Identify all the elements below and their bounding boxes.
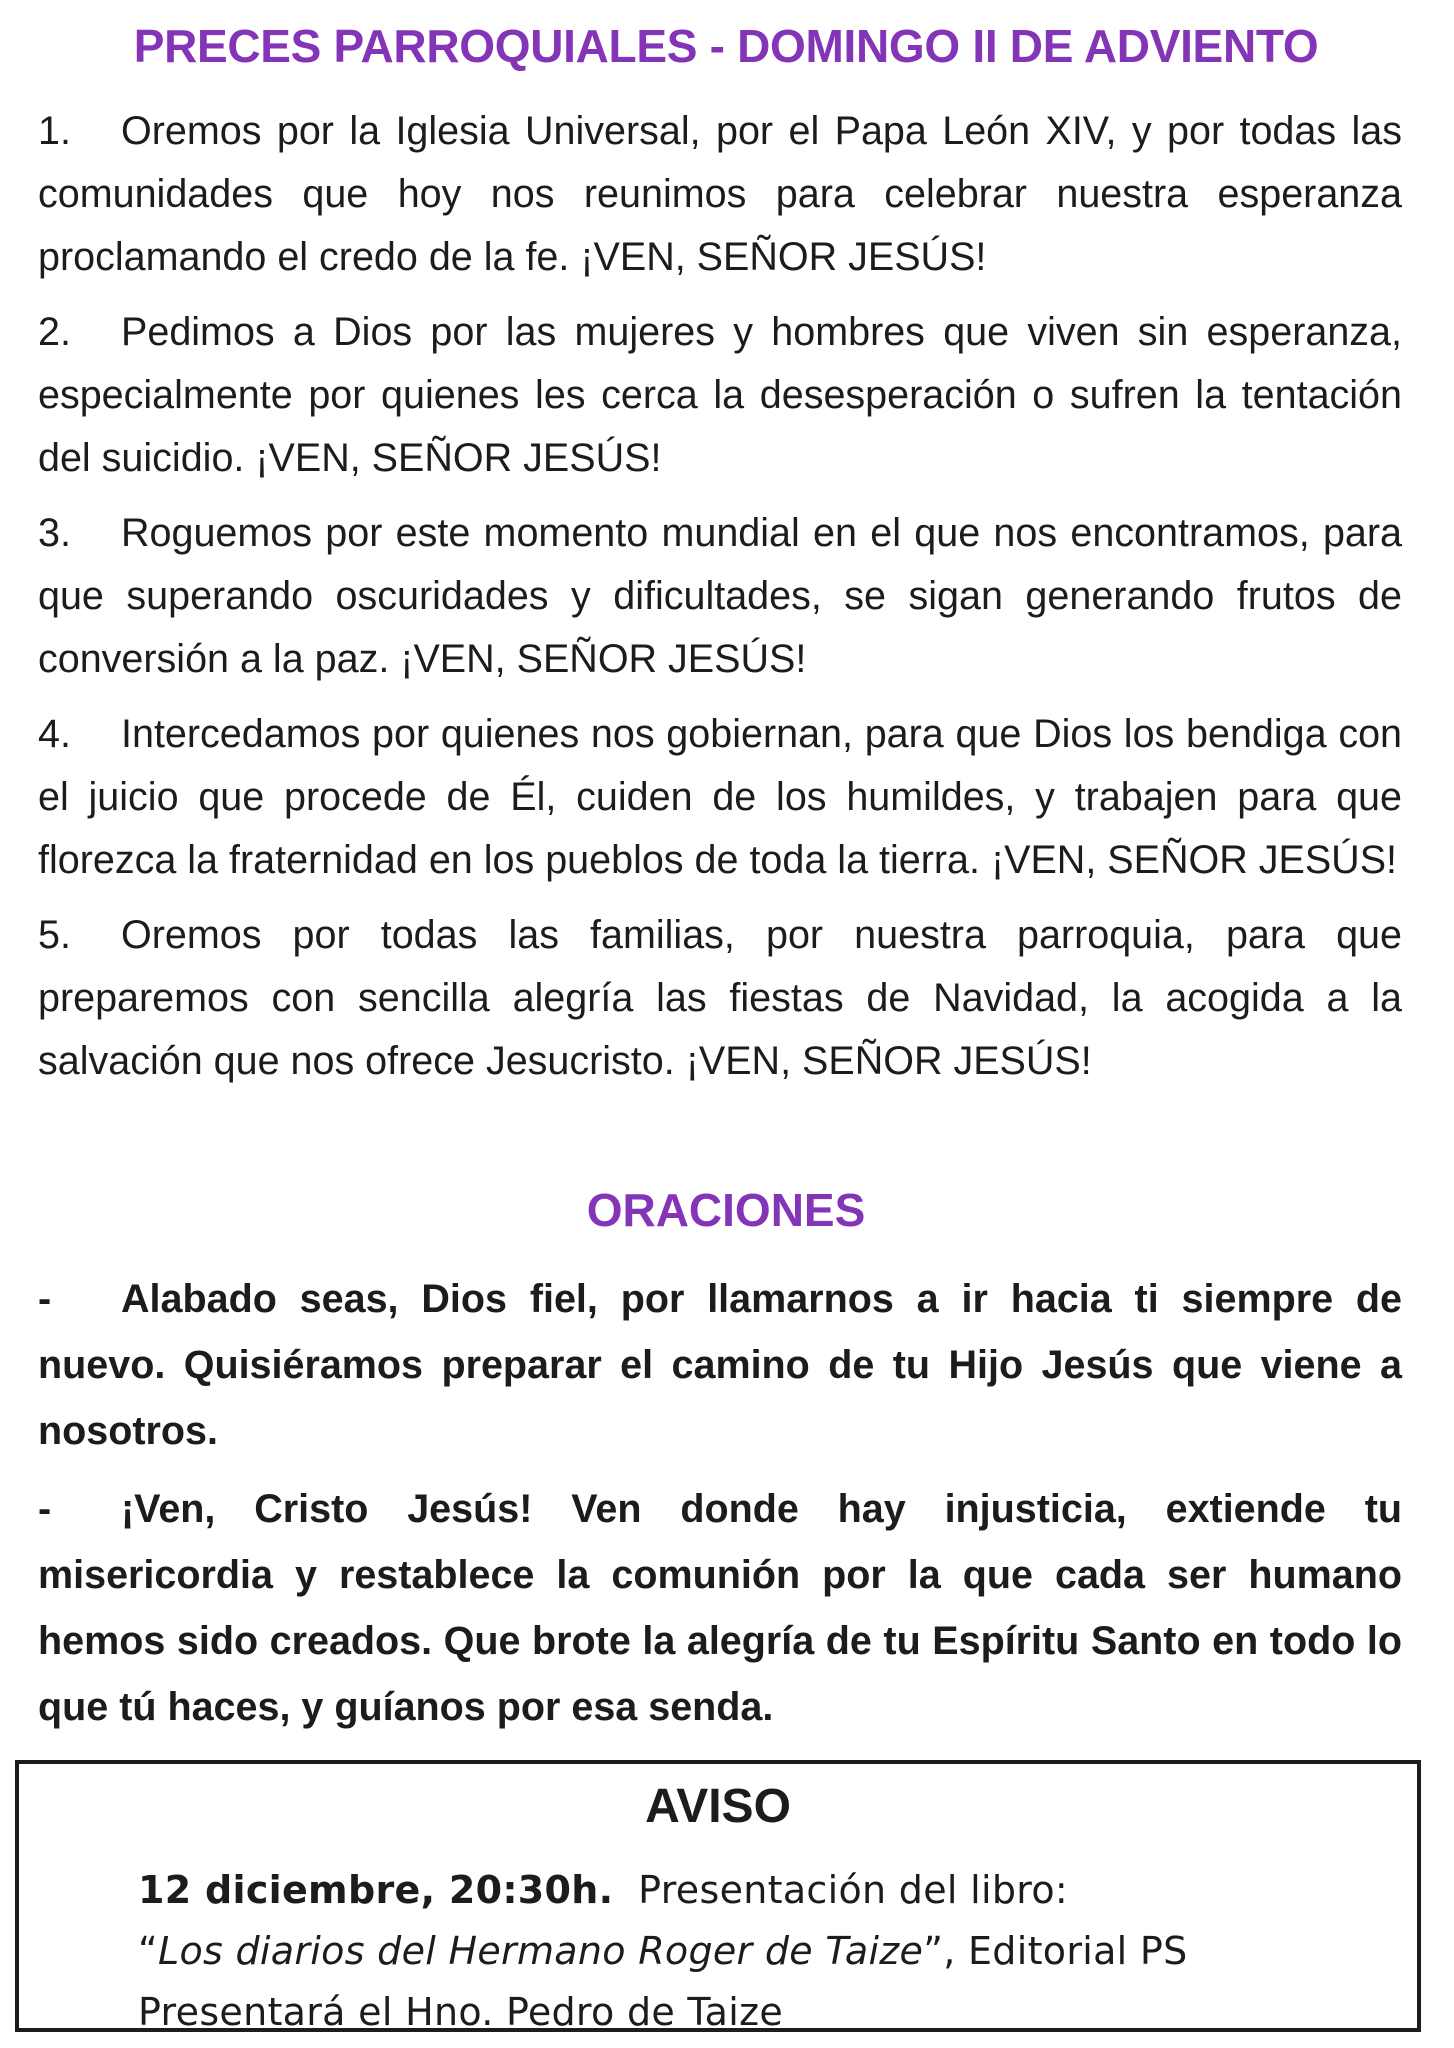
prex-item [38, 502, 1402, 691]
oracion-text: ¡Ven, Cristo Jesús! Ven donde hay injusticia, extiende tu misericordia y restablece la comunión por la que cada ser humano hemos sido creados. Que brote la alegría de tu Espíritu Santo en todo lo que tú haces, y guíanos por esa senda. [38, 1487, 1402, 1729]
prex-text: Oremos por la Iglesia Universal, por el Papa León XIV, y por todas las comunidades que hoy nos reunimos para celebrar nuestra esperanza proclamando el credo de la fe. ¡VEN, SEÑOR JESÚS! [38, 109, 1402, 279]
prex-number: 5. [38, 913, 71, 957]
aviso-line-date [138, 1860, 1188, 1921]
aviso-event: Presentación del libro: [638, 1868, 1068, 1912]
oracion-dash: - [38, 1277, 52, 1321]
prex-item [38, 703, 1402, 892]
prex-text: Oremos por todas las familias, por nuestra parroquia, para que preparemos con sencilla alegría las fiestas de Navidad, la acogida a la salvación que nos ofrece Jesucristo. ¡VEN, SEÑOR JESÚS! [38, 913, 1402, 1083]
oracion-dash: - [38, 1487, 52, 1531]
prex-number: 1. [38, 109, 71, 153]
aviso-box [15, 1760, 1421, 2032]
aviso-publisher: ”, Editorial PS [923, 1929, 1188, 1973]
prex-item [38, 100, 1402, 289]
aviso-presenter: Presentará el Hno. Pedro de Taize [138, 1990, 784, 2034]
aviso-title: AVISO [645, 1780, 791, 1833]
aviso-body [138, 1860, 1188, 2043]
oracion-item [38, 1476, 1402, 1740]
oraciones-title: ORACIONES [586, 1184, 866, 1236]
prex-text: Intercedamos por quienes nos gobiernan, para que Dios los bendiga con el juicio que procede de Él, cuiden de los humildes, y trabajen para que florezca la fraternidad en los pueblos de toda la tierra. ¡VEN, SEÑOR JESÚS! [38, 712, 1402, 882]
oracion-item [38, 1266, 1402, 1464]
aviso-book-title: Los diarios del Hermano Roger de Taize [158, 1929, 924, 1973]
aviso-date: 12 diciembre, 20:30h. [138, 1868, 614, 1912]
aviso-line-presenter [138, 1982, 1188, 2043]
prex-item [38, 301, 1402, 490]
oraciones-list [38, 1266, 1402, 1752]
aviso-line-book [138, 1921, 1188, 1982]
prex-item [38, 904, 1402, 1093]
prex-text: Roguemos por este momento mundial en el que nos encontramos, para que superando oscuridades y dificultades, se sigan generando frutos de conversión a la paz. ¡VEN, SEÑOR JESÚS! [38, 511, 1402, 681]
aviso-open-quote: “ [138, 1929, 158, 1973]
oracion-text: Alabado seas, Dios fiel, por llamarnos a ir hacia ti siempre de nuevo. Quisiéramos preparar el camino de tu Hijo Jesús que viene a nosotros. [38, 1277, 1402, 1453]
page-title: PRECES PARROQUIALES - DOMINGO II DE ADVIENTO [133, 20, 1319, 72]
prex-text: Pedimos a Dios por las mujeres y hombres que viven sin esperanza, especialmente por quienes les cerca la desesperación o sufren la tentación del suicidio. ¡VEN, SEÑOR JESÚS! [38, 310, 1402, 480]
preces-list [38, 100, 1402, 1105]
prex-number: 2. [38, 310, 71, 354]
prex-number: 3. [38, 511, 71, 555]
prex-number: 4. [38, 712, 71, 756]
